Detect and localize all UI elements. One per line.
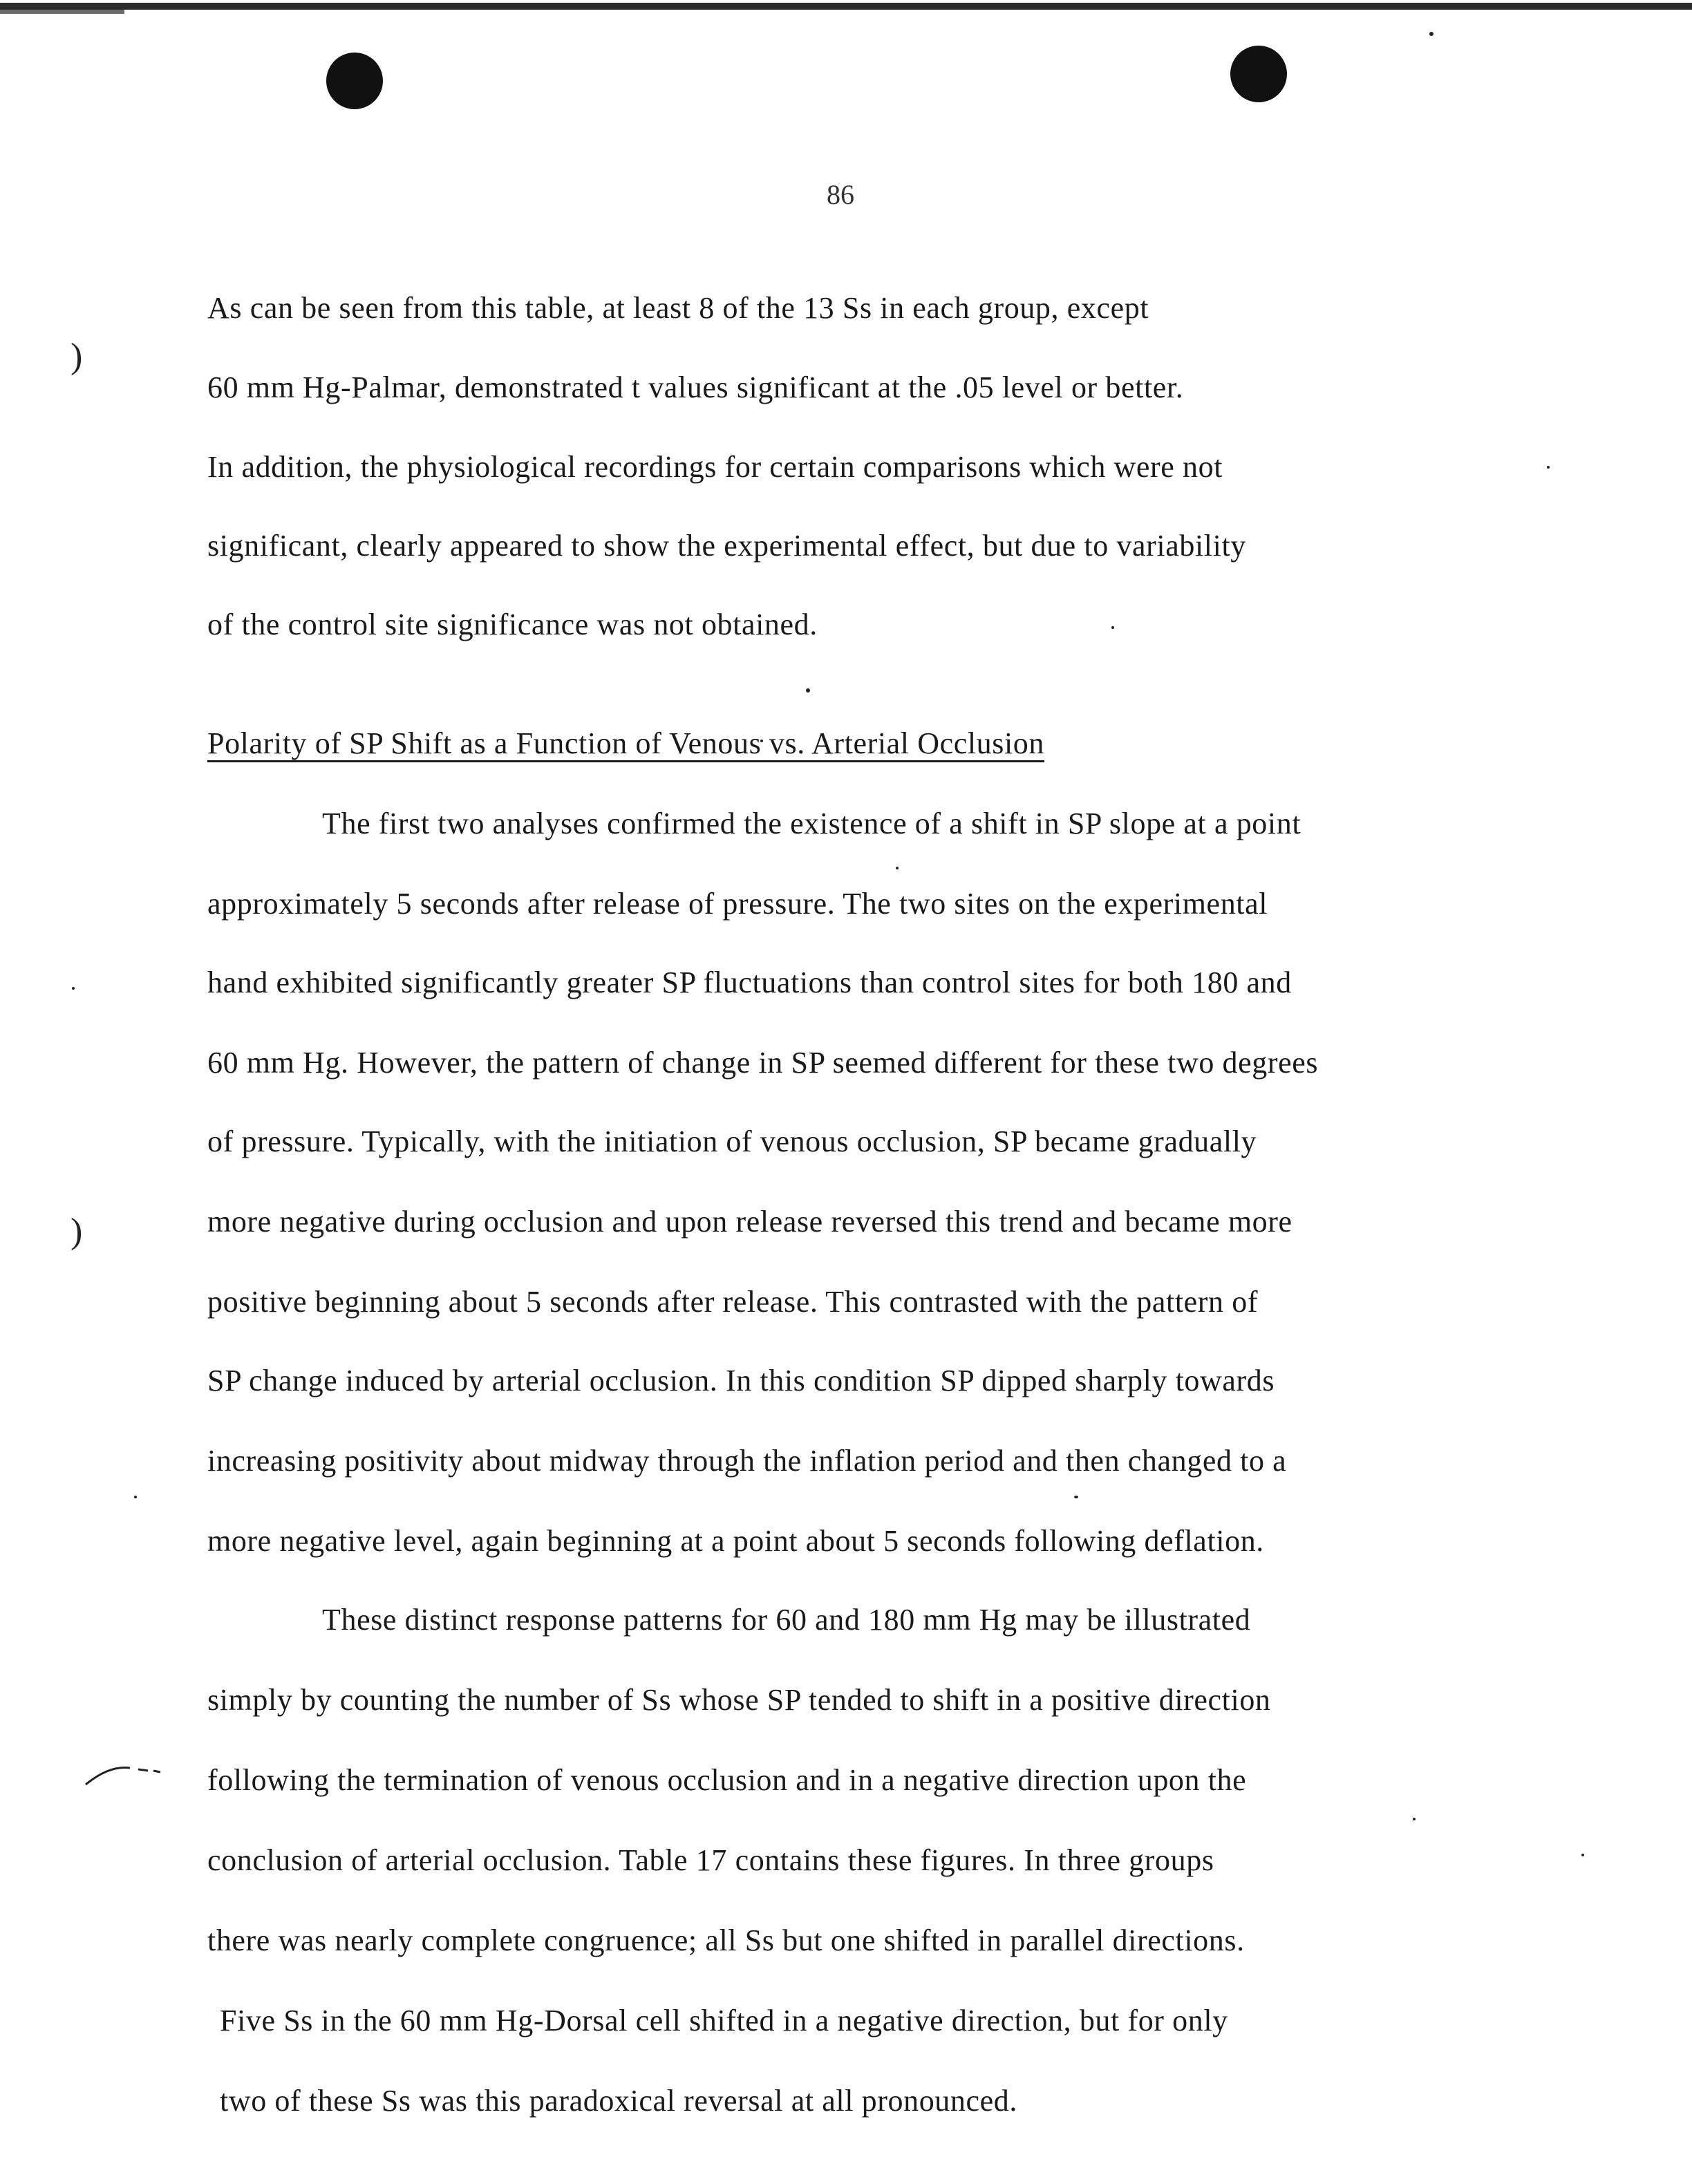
scan-speck [896, 867, 899, 869]
binder-punch-hole-left [326, 53, 383, 109]
scan-speck [1547, 466, 1550, 469]
text-line: As can be seen from this table, at least 8 of the 13 Ss in each group, except [207, 291, 1149, 325]
text-line: two of these Ss was this paradoxical reversal at all pronounced. [220, 2084, 1017, 2118]
text-line: more negative during occlusion and upon release reversed this trend and became more [207, 1205, 1292, 1239]
text-line: 60 mm Hg-Palmar, demonstrated t values significant at the .05 level or better. [207, 370, 1184, 404]
binder-punch-hole-right [1230, 46, 1287, 102]
text-line: hand exhibited significantly greater SP fluctuations than control sites for both 180 and [207, 966, 1292, 999]
margin-bracket-mark: ) [70, 1212, 83, 1251]
text-line: positive beginning about 5 seconds after release. This contrasted with the pattern of [207, 1285, 1259, 1319]
scan-speck [1429, 32, 1434, 36]
text-line: there was nearly complete congruence; all Ss but one shifted in parallel directions. [207, 1923, 1245, 1957]
text-line: conclusion of arterial occlusion. Table 17 contains these figures. In three groups [207, 1843, 1214, 1877]
text-line: increasing positivity about midway through the inflation period and then changed to a [207, 1444, 1287, 1478]
text-line: These distinct response patterns for 60 and 180 mm Hg may be illustrated [322, 1603, 1251, 1637]
scan-speck [72, 987, 75, 990]
text-line: approximately 5 seconds after release of pressure. The two sites on the experimental [207, 887, 1268, 921]
scan-speck [134, 1496, 137, 1498]
text-line: The first two analyses confirmed the existence of a shift in SP slope at a point [322, 807, 1301, 840]
top-scan-rule-edge [0, 10, 124, 14]
text-line: In addition, the physiological recordings for certain comparisons which were not [207, 450, 1223, 484]
text-line: significant, clearly appeared to show the experimental effect, but due to variability [207, 529, 1246, 563]
text-line: of pressure. Typically, with the initiation of venous occlusion, SP became gradually [207, 1124, 1257, 1158]
text-line: of the control site significance was not obtained. [207, 608, 818, 641]
text-line: following the termination of venous occlusion and in a negative direction upon the [207, 1763, 1247, 1797]
text-line: SP change induced by arterial occlusion. In this condition SP dipped sharply towards [207, 1364, 1275, 1397]
margin-bracket-mark: ) [70, 337, 83, 376]
scan-speck [806, 688, 810, 693]
scan-speck [1581, 1854, 1584, 1856]
scan-speck [1111, 626, 1114, 629]
text-line: Five Ss in the 60 mm Hg-Dorsal cell shifted in a negative direction, but for only [220, 2004, 1228, 2037]
text-line: more negative level, again beginning at a point about 5 seconds following deflation. [207, 1524, 1264, 1558]
margin-tick-mark [82, 1761, 164, 1789]
text-line: simply by counting the number of Ss whose SP tended to shift in a positive direction [207, 1683, 1271, 1717]
scan-speck [1074, 1496, 1078, 1498]
text-line: 60 mm Hg. However, the pattern of change in SP seemed different for these two degrees [207, 1046, 1319, 1080]
top-scan-rule [0, 3, 1692, 10]
page-number: 86 [827, 179, 854, 210]
scan-speck [1413, 1818, 1416, 1820]
section-heading: Polarity of SP Shift as a Function of Venous vs. Arterial Occlusion [207, 726, 1045, 760]
